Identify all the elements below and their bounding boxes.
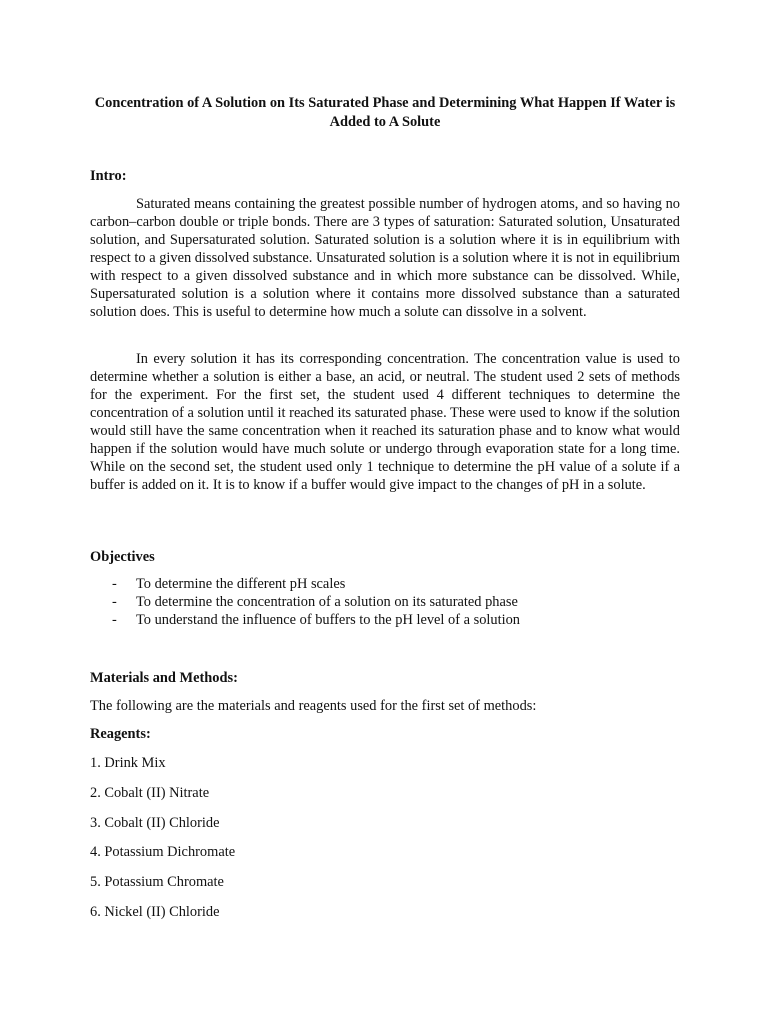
- reagent-item: 2. Cobalt (II) Nitrate: [90, 785, 210, 801]
- reagent-item: 3. Cobalt (II) Chloride: [90, 815, 220, 831]
- objectives-list: [90, 575, 520, 629]
- objective-text: To understand the influence of buffers to the pH level of a solution: [136, 612, 520, 628]
- bullet-dash: -: [112, 594, 117, 610]
- objective-item: [90, 575, 520, 593]
- reagent-item: 4. Potassium Dichromate: [90, 844, 236, 860]
- bullet-dash: -: [112, 576, 117, 592]
- materials-heading: Materials and Methods:: [90, 670, 238, 686]
- reagents-heading: Reagents:: [90, 726, 151, 742]
- objectives-heading: Objectives: [90, 549, 155, 565]
- objective-item: [90, 593, 520, 611]
- materials-intro: The following are the materials and reagents used for the first set of methods:: [90, 698, 537, 714]
- intro-paragraph-1: Saturated means containing the greatest possible number of hydrogen atoms, and so having no carbon–carbon double or triple bonds. There are 3 types of saturation: Saturated solution, Unsaturated solution, and Supersaturated solution. Saturated solution is a solution where it is in equilibrium with respect to a given dissolved substance. Unsaturated solution is a solution where it is not in equilibrium with respect to a given dissolved substance and in which more substance can be dissolved. While, Supersaturated solution is a solution where it contains more dissolved substance than a saturated solution does. This is useful to determine how much a solute can dissolve in a solvent.: [90, 196, 680, 320]
- objective-item: [90, 611, 520, 629]
- reagent-item: 6. Nickel (II) Chloride: [90, 904, 220, 920]
- document-title: Concentration of A Solution on Its Saturated Phase and Determining What Happen If Water is Added to A Solute: [94, 95, 676, 130]
- intro-paragraph-2: In every solution it has its corresponding concentration. The concentration value is used to determine whether a solution is either a base, an acid, or neutral. The student used 2 sets of methods for the experiment. For the first set, the student used 4 different techniques to determine the concentration of a solution until it reached its saturated phase. These were used to know if the solution would still have the same concentration when it reached its saturation phase and to know what would happen if the solution would have much solute or undergo through evaporation state for a long time. While on the second set, the student used only 1 technique to determine the pH value of a solute if a buffer is added on it. It is to know if a buffer would give impact to the changes of pH in a solute.: [90, 351, 680, 493]
- reagent-item: 1. Drink Mix: [90, 755, 166, 771]
- reagent-item: 5. Potassium Chromate: [90, 874, 224, 890]
- objective-text: To determine the concentration of a solution on its saturated phase: [136, 594, 518, 610]
- bullet-dash: -: [112, 612, 117, 628]
- objective-text: To determine the different pH scales: [136, 576, 346, 592]
- intro-heading: Intro:: [90, 168, 127, 184]
